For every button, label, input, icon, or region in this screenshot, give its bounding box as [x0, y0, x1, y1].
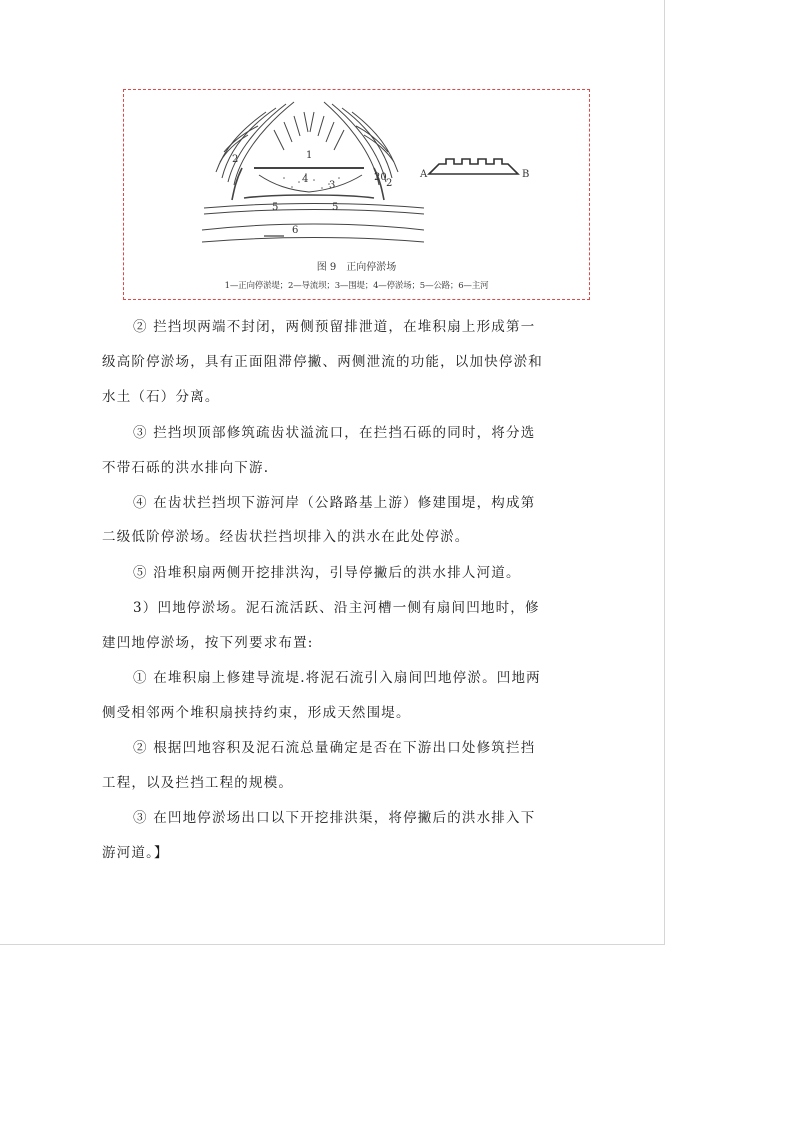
text-line: ① 在堆积扇上修建导流堤.将泥石流引入扇间凹地停淤。凹地两: [133, 670, 541, 686]
svg-text:B: B: [522, 169, 530, 180]
svg-text:1: 1: [306, 150, 313, 161]
text-line: 工程，以及拦挡工程的规模。: [102, 775, 294, 791]
svg-text:5: 5: [272, 202, 279, 213]
figure-selection-box[interactable]: [123, 89, 590, 300]
text-line: 游河道。】: [102, 845, 169, 861]
svg-text:2: 2: [386, 178, 393, 189]
text-line: 不带石砾的洪水排向下游.: [102, 460, 270, 476]
figure-legend: 1—正向停淤堤；2—导流坝；3—围堤；4—停淤场；5—公路；6—主河: [224, 281, 489, 291]
text-line: ⑤ 沿堆积扇两侧开挖排洪沟，引导停撇后的洪水排人河道。: [133, 565, 521, 581]
svg-text:A: A: [420, 169, 428, 180]
text-line: ④ 在齿状拦挡坝下游河岸（公路路基上游）修建围堤，构成第: [133, 495, 536, 511]
svg-text:20: 20: [374, 172, 387, 183]
text-line: 3）凹地停淤场。泥石流活跃、沿主河槽一侧有扇间凹地时，修: [133, 600, 540, 616]
svg-text:6: 6: [292, 225, 299, 236]
svg-text:3: 3: [329, 180, 336, 191]
text-line: ③ 拦挡坝顶部修筑疏齿状溢流口，在拦挡石砾的同时，将分选: [133, 425, 536, 441]
text-line: ③ 在凹地停淤场出口以下开挖排洪渠，将停撇后的洪水排入下: [133, 810, 536, 826]
svg-text:4: 4: [302, 174, 309, 185]
text-line: 级高阶停淤场，具有正面阻滞停撇、两侧泄流的功能，以加快停淤和: [102, 354, 543, 370]
text-line: 建凹地停淤场，按下列要求布置:: [102, 635, 314, 651]
text-line: 二级低阶停淤场。经齿状拦挡坝排入的洪水在此处停淤。: [102, 529, 470, 545]
text-line: 侧受相邻两个堆积扇挟持约束，形成天然围堤。: [102, 705, 411, 721]
svg-text:2: 2: [232, 154, 239, 165]
figure-title: 图 9 正向停淤场: [316, 262, 397, 273]
text-line: 水土（石）分离。: [102, 389, 220, 405]
svg-text:5: 5: [332, 202, 339, 213]
text-line: ② 根据凹地容积及泥石流总量确定是否在下游出口处修筑拦挡: [133, 740, 536, 756]
debris-flow-diagram: [124, 90, 589, 255]
text-line: ② 拦挡坝两端不封闭，两侧预留排泄道，在堆积扇上形成第一: [133, 319, 536, 335]
